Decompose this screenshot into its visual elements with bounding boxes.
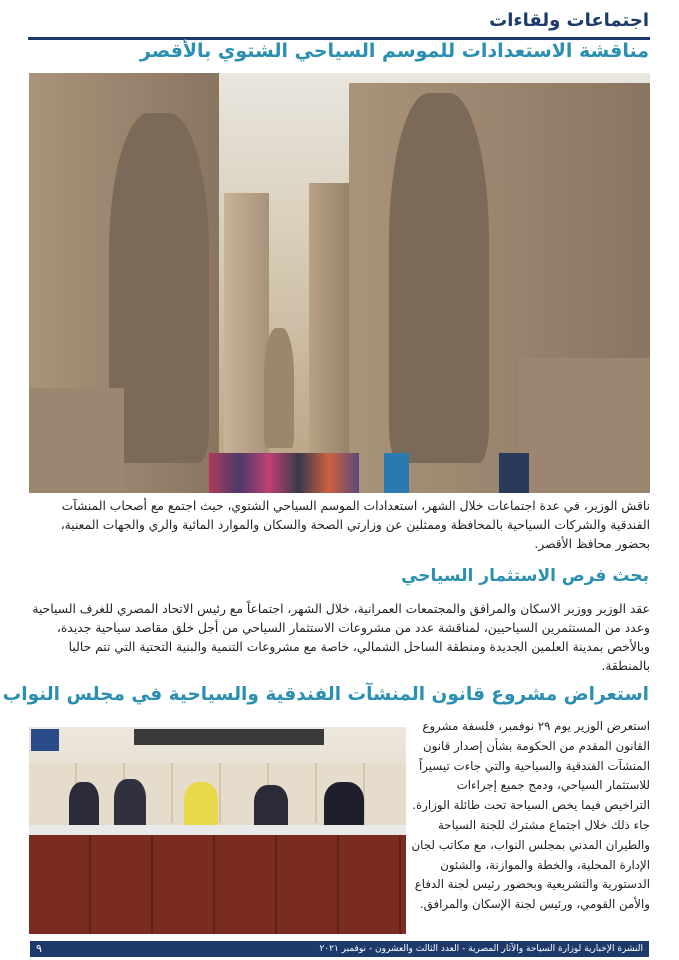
article-hotel-law-body: استعرض الوزير يوم ٢٩ نوفمبر، فلسفة مشروع القانون المقدم من الحكومة بشأن إصدار قانون المنشآت الفندقية والسياحية والتي جاءت تيسيراً للاستثمار السياحي، ودمج جميع إجراءات التراخيص فيما يخص السياحة تحت طائلة الوزارة. جاء ذلك خلال اجتماع مشترك للجنة السياحة والطيران المدني بمجلس النواب، مع مكاتب لجان الإدارة المحلية، والخطة والموازنة، والشئون الدستورية والتشريعية وبحضور رئيس لجنة الدفاع والأمن القومي، ورئيس لجنة الإسكان والمرافق. (411, 719, 650, 912)
parliament-meeting-photo (29, 727, 406, 934)
page-number: ٩ (36, 942, 42, 955)
article-luxor-body: ناقش الوزير، في عدة اجتماعات خلال الشهر، استعدادات الموسم السياحي الشتوي، حيث اجتمع مع أصحاب المنشآت الفندقية والشركات السياحية بالمحافظة وممثلين عن وزارتي الصحة والسكان والموارد المائية والري والجهات المعنية، بحضور محافظ الأقصر. (60, 499, 650, 551)
headline-luxor-season: مناقشة الاستعدادات للموسم السياحي الشتوي بالأقصر (139, 40, 649, 62)
article-investment-body: عقد الوزير ووزير الاسكان والمرافق والمجتمعات العمرانية، خلال الشهر، اجتماعاً مع رئيس الاتحاد المصري للغرف السياحية وعدد من المستثمرين السياحيين، لمناقشة عدد من مشروعات الاستثمار السياحي من أجل خلق مقاصد سياحية جديدة، وبالأخص بمدينة العلمين الجديدة ومنطقة الساحل الشمالي، خاصة مع مشروعات التنمية والبنية التحتية التي تتم حاليا بالمنطقة. (32, 602, 650, 673)
footer-publication: النشرة الإخبارية لوزارة السياحة والآثار المصرية - العدد الثالث والعشرون - نوفمبر ٢٠٢١ (319, 944, 643, 954)
section-label: اجتماعات ولقاءات (489, 10, 649, 31)
luxor-temple-photo (29, 73, 650, 493)
headline-hotel-law: استعراض مشروع قانون المنشآت الفندقية والسياحية في مجلس النواب (2, 684, 649, 705)
headline-investment: بحث فرص الاستثمار السياحي (401, 566, 649, 586)
